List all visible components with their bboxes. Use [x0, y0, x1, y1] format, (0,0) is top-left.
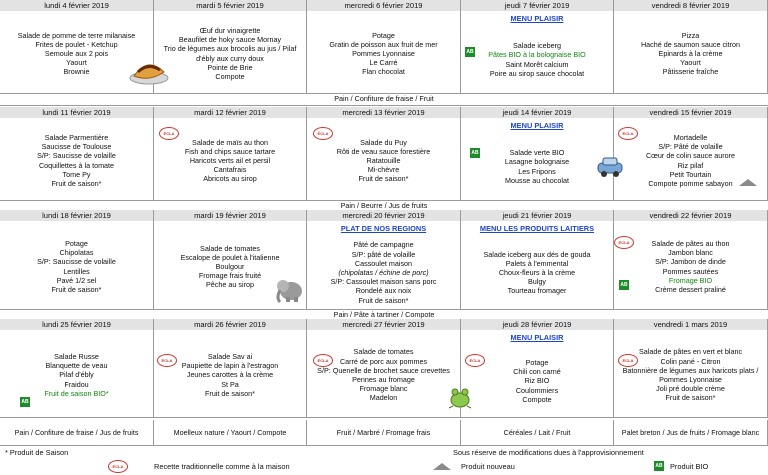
menu-cell — [154, 330, 307, 417]
dish-list — [0, 239, 153, 294]
day-header: mardi 19 février 2019 — [154, 210, 307, 221]
ecla-logo-icon: ÉCLA — [618, 354, 638, 367]
dish-line: (chipolatas / échine de porc) — [338, 267, 429, 277]
dish-line: Cœur de colin sauce aurore — [645, 151, 736, 161]
dish-line: Fraidou — [64, 379, 89, 389]
week-header-row — [0, 0, 768, 11]
dish-line: Semoule aux 2 pois — [44, 48, 109, 58]
dish-line: Pâté de campagne — [353, 240, 414, 250]
menu-cell — [307, 330, 461, 417]
dish-line: Carré de porc aux pommes — [339, 356, 428, 366]
day-header: mercredi 13 février 2019 — [307, 107, 461, 118]
dish-line: Haricots verts ail et persil — [189, 155, 271, 165]
snack-row: Pain / Pâte à tartiner / Compote — [0, 309, 768, 322]
dish-line: S/P: Saucisse de volaille — [37, 257, 116, 267]
dish-list — [307, 240, 460, 304]
dish-line: Salade de tomates — [200, 243, 260, 253]
dish-line: Salade de pâtes au thon — [651, 238, 730, 248]
ecla-logo-icon: ÉCLA — [465, 354, 485, 367]
dish-line: Yaourt — [66, 58, 87, 68]
day-header: vendredi 1 mars 2019 — [614, 319, 768, 330]
menu-theme-title: MENU LES PRODUITS LAITIERS — [479, 224, 595, 233]
day-header: vendredi 22 février 2019 — [614, 210, 768, 221]
dish-line: Trio de légumes aux brocolis au jus / Pilaf — [163, 44, 297, 54]
dish-line: Salade Parmentière — [44, 132, 109, 142]
dish-line: Pavé 1/2 sel — [56, 275, 97, 285]
dish-line: Cassoulet maison — [354, 258, 413, 268]
dish-line: Potage — [525, 358, 549, 367]
dish-line: S/P: Pâté de volaille — [658, 142, 723, 152]
dish-line: Blanquette de veau — [45, 361, 108, 371]
ecla-logo-icon: ÉCLA — [614, 236, 634, 249]
dish-line: Beaufilet de hoky sauce Mornay — [178, 35, 282, 45]
dish-line: Rondelé aux noix — [355, 286, 412, 296]
ecla-logo-icon: ÉCLA — [159, 127, 179, 140]
dish-line: Boulgour — [215, 261, 245, 271]
dish-line: Mi-chèvre — [367, 165, 400, 175]
bio-logo-icon: AB — [466, 49, 474, 55]
dish-line: Choux-fleurs à la crème — [498, 267, 576, 277]
dish-line: Lasagne bolognaise — [504, 157, 570, 167]
week-cells-row — [0, 221, 768, 310]
dish-line: Pommes Lyonnaise — [659, 375, 722, 384]
legend-recette: Recette traditionnelle comme à la maison — [154, 462, 290, 471]
dish-list — [154, 138, 306, 184]
dish-line: Pointe de Brie — [207, 62, 253, 72]
dish-line: Salade du Puy — [360, 137, 407, 147]
new-product-icon — [432, 462, 452, 471]
dish-list — [614, 239, 767, 294]
dish-line: Paupiette de lapin à l'estragon — [181, 361, 279, 371]
menu-cell — [307, 11, 461, 93]
day-header: mercredi 27 février 2019 — [307, 319, 461, 330]
menu-theme-title: PLAT DE NOS REGIONS — [340, 224, 427, 233]
dish-line: Poire au sirop sauce chocolat — [489, 68, 585, 78]
dish-line: Gratin de poisson aux fruit de mer — [329, 39, 438, 49]
dish-line: d'ébly aux curry doux — [196, 53, 264, 63]
dish-line: S/P: Saucisse de volaille — [37, 151, 116, 161]
dish-line: Riz pilaf — [677, 160, 704, 170]
dish-list — [461, 41, 613, 78]
dish-line: Pilaf d'ébly — [59, 370, 94, 380]
car-picture-icon — [594, 155, 626, 179]
dish-list — [154, 26, 306, 81]
dish-line: Fruit de saison BIO* — [44, 388, 109, 398]
menu-cell — [461, 118, 614, 200]
dish-list — [0, 133, 153, 188]
dish-list — [461, 250, 613, 296]
dish-line: Pennes au fromage — [352, 375, 415, 384]
dish-line: Salade de pâtes en vert et blanc — [638, 347, 743, 357]
day-header: mardi 5 février 2019 — [154, 0, 307, 11]
ecla-logo-icon: ÉCLA — [313, 127, 333, 140]
snack-row: Pain / Confiture de fraise / Fruit — [0, 93, 768, 106]
dish-line: Madelon — [369, 393, 398, 403]
day-header: mercredi 20 février 2019 — [307, 210, 461, 221]
dish-line: Chili con carné — [513, 367, 561, 377]
dish-line: Batonnière de légumes aux haricots plats / — [622, 365, 759, 375]
ecla-logo-icon: ÉCLA — [313, 354, 333, 367]
dish-line: Yaourt — [680, 58, 701, 68]
menu-cell — [461, 330, 614, 417]
dish-line: Tome Py — [62, 169, 91, 179]
dish-line: Mousse au chocolat — [505, 175, 569, 185]
day-header: vendredi 8 février 2019 — [614, 0, 768, 11]
dish-list — [0, 352, 153, 398]
dish-line: Pâtes BIO à la bolognaise BIO — [488, 50, 586, 60]
menu-cell — [0, 118, 154, 200]
snack-thursday: Céréales / Lait / Fruit — [461, 420, 614, 445]
ecla-logo-icon: ÉCLA — [108, 460, 128, 473]
bottom-section — [0, 420, 768, 475]
dish-list — [307, 31, 460, 77]
ecla-logo-icon: ÉCLA — [157, 354, 177, 367]
dish-line: Potage — [65, 238, 88, 248]
dish-line: Fruit de saison* — [358, 295, 409, 305]
dish-line: Fromage frais fruité — [198, 271, 262, 281]
dish-line: Fruit de saison* — [358, 174, 409, 184]
dish-line: Salade verte BIO — [509, 148, 565, 158]
dish-line: Lentilles — [63, 266, 90, 276]
dish-line: Le Carré — [369, 58, 398, 68]
dish-line: S/P: Jambon de dinde — [655, 257, 726, 267]
frog-picture-icon — [447, 385, 473, 409]
dish-line: Pizza — [681, 30, 700, 40]
bio-logo-icon: AB — [655, 463, 663, 469]
dish-line: Les Fripons — [518, 166, 556, 176]
bio-logo-icon: AB — [471, 150, 479, 156]
week-cells-row — [0, 330, 768, 418]
dish-line: Ratatouille — [366, 155, 401, 165]
dish-line: Joli pré double crème — [656, 384, 725, 394]
menu-theme-title: MENU PLAISIR — [510, 333, 564, 342]
dish-list — [461, 148, 613, 185]
dish-line: Chipolatas — [59, 248, 94, 258]
dish-line: Fruit de saison* — [665, 393, 716, 403]
dish-line: Pâtisserie fraîche — [662, 67, 719, 77]
day-header: lundi 18 février 2019 — [0, 210, 154, 221]
dish-line: Rôti de veau sauce forestière — [336, 146, 431, 156]
dish-line: Fruit de saison* — [205, 388, 255, 398]
dish-list — [461, 358, 613, 404]
dish-line: Compote pomme sabayon — [648, 178, 733, 188]
elephant-picture-icon — [274, 276, 306, 304]
dish-line: Epinards à la crème — [658, 48, 723, 58]
dish-line: Flan chocolat — [362, 67, 405, 77]
day-header: jeudi 7 février 2019 — [461, 0, 614, 11]
day-header: lundi 4 février 2019 — [0, 0, 154, 11]
dish-line: Cantafrais — [213, 165, 247, 175]
week-header-row — [0, 319, 768, 330]
week-header-row — [0, 107, 768, 118]
dish-line: Saucisse de Toulouse — [41, 142, 112, 152]
dish-line: Salade Sav ai — [207, 352, 253, 361]
bio-logo-icon: AB — [620, 282, 628, 288]
dish-line: Brownie — [63, 67, 90, 77]
dish-line: Fruit de saison* — [51, 178, 102, 188]
dish-line: Coquillettes à la tomate — [38, 160, 115, 170]
snack-wednesday: Fruit / Marbré / Fromage frais — [307, 420, 461, 445]
menu-cell — [614, 330, 768, 417]
day-header: lundi 25 février 2019 — [0, 319, 154, 330]
menu-theme-title: MENU PLAISIR — [510, 121, 564, 130]
dish-line: Compote — [215, 71, 245, 81]
dish-line: Salade Russe — [54, 352, 99, 361]
dish-line: Jambon blanc — [668, 248, 713, 258]
bio-logo-icon: AB — [21, 399, 29, 405]
dish-line: Salade de pomme de terre milanaise — [17, 30, 136, 40]
dish-line: Fish and chips sauce tartare — [184, 146, 276, 156]
menu-cell — [614, 11, 768, 93]
dish-line: S/P: Cassoulet maison sans porc — [330, 277, 437, 287]
legend-bio: Produit BIO — [670, 462, 709, 471]
dish-line: Fruit de saison* — [51, 284, 102, 294]
week-cells-row — [0, 118, 768, 201]
dish-line: Compote — [522, 394, 552, 404]
dish-line: Petit Tourtain — [669, 169, 712, 179]
day-header: mardi 26 février 2019 — [154, 319, 307, 330]
dish-line: Œuf dur vinaigrette — [199, 25, 261, 35]
dish-line: Potage — [372, 30, 395, 40]
dish-line: S/P: Quenelle de brochet sauce crevettes — [317, 365, 450, 375]
dish-line: Haché de saumon sauce citron — [640, 39, 741, 49]
snack-friday: Palet breton / Jus de fruits / Fromage blanc — [614, 420, 768, 445]
menu-cell — [0, 221, 154, 309]
dish-line: Tourteau fromager — [507, 286, 567, 296]
dish-line: Salade iceberg — [513, 41, 561, 51]
menu-cell — [614, 221, 768, 309]
snack-monday: Pain / Confiture de fraise / Jus de fruits — [0, 420, 154, 445]
dish-line: Coulommiers — [515, 385, 559, 395]
new-product-icon — [738, 178, 758, 187]
last-week-snacks — [0, 420, 768, 446]
legend-reserve: Sous réserve de modifications dues à l'approvisionnement — [453, 448, 644, 457]
dish-line: Fromage blanc — [359, 384, 408, 394]
day-header: jeudi 14 février 2019 — [461, 107, 614, 118]
dish-line: Bulgy — [528, 277, 546, 287]
day-header: lundi 11 février 2019 — [0, 107, 154, 118]
week-header-row — [0, 210, 768, 221]
dish-line: Palets à l'emmental — [505, 258, 569, 268]
crepe-picture-icon — [128, 52, 170, 86]
dish-line: Jeunes carottes à la crème — [186, 370, 274, 380]
dish-list — [307, 138, 460, 184]
ecla-logo-icon: ÉCLA — [618, 127, 638, 140]
dish-line: Pommes Lyonnaise — [352, 48, 415, 58]
dish-line: Salade iceberg aux dés de gouda — [483, 249, 591, 259]
dish-line: Pommes sautées — [662, 266, 719, 276]
day-header: vendredi 15 février 2019 — [614, 107, 768, 118]
dish-line: Riz BIO — [524, 376, 550, 386]
snack-tuesday: Moelleux nature / Yaourt / Compote — [154, 420, 307, 445]
dish-line: S/P: pâté de volaille — [351, 249, 416, 259]
dish-line: Abricots au sirop — [203, 174, 257, 184]
dish-line: Colin pané - Citron — [660, 356, 721, 366]
menu-cell — [154, 11, 307, 93]
dish-line: Salade de tomates — [353, 347, 414, 357]
dish-line: Saint Morêt calcium — [505, 59, 569, 69]
dish-list — [614, 31, 767, 77]
day-header: mercredi 6 février 2019 — [307, 0, 461, 11]
legend-season: * Produit de Saison — [5, 448, 69, 457]
legend-nouveau: Produit nouveau — [461, 462, 515, 471]
dish-line: Salade de maïs au thon — [192, 137, 268, 147]
dish-line: Escalope de poulet à l'italienne — [180, 252, 280, 262]
dish-line: Fromage BIO — [668, 275, 713, 285]
dish-line: Mortadelle — [673, 132, 708, 142]
day-header: jeudi 28 février 2019 — [461, 319, 614, 330]
dish-list — [614, 347, 767, 402]
week-cells-row — [0, 11, 768, 94]
menu-theme-title: MENU PLAISIR — [510, 14, 564, 23]
menu-cell — [461, 221, 614, 309]
dish-line: Crème dessert praliné — [655, 284, 726, 294]
menu-cell — [461, 11, 614, 93]
dish-line: Pêche au sirop — [206, 280, 254, 290]
dish-line: St Pa — [221, 379, 239, 389]
menu-cell — [307, 221, 461, 309]
snack-row: Pain / Beurre / Jus de fruits — [0, 200, 768, 213]
day-header: mardi 12 février 2019 — [154, 107, 307, 118]
day-header: jeudi 21 février 2019 — [461, 210, 614, 221]
dish-line: Frites de poulet - Ketchup — [35, 39, 118, 49]
